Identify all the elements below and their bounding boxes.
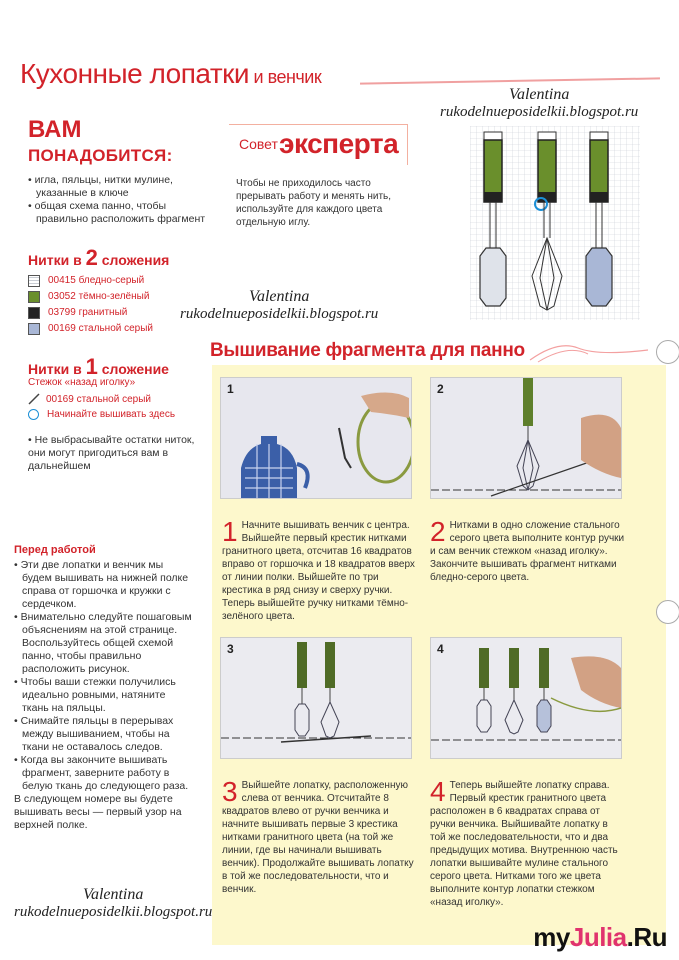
watermark-top [440, 86, 638, 121]
needs-title: ВАМ [28, 116, 82, 143]
step-3-photo [220, 637, 412, 759]
swatch-dark-green [28, 291, 40, 303]
start-marker-item: Начинайте вышивать здесь [28, 409, 175, 420]
list-item: • Снимайте пяльцы в перерывах между вышиванием, чтобы на ткани не оставалось следов. [14, 715, 174, 753]
list-item: • Чтобы ваши стежки получились идеально ровными, натяните ткань на пяльцы. [14, 676, 176, 714]
step-number: 4 [437, 642, 444, 656]
watermark-bottom [14, 886, 212, 921]
step-3-text: 3 Выйшейте лопатку, расположенную слева от венчика. Отсчитайте 8 квадратов влево от ручки венчика и начните вышивать первые 3 крестика нитками гранитного цвета (на той же линии, где вы начинали вышивать венчик). Продолжайте вышивать лопатку в той же последовательности, что и венчик. [222, 776, 414, 895]
step-2-text: 2 Нитками в одно сложение стального серого цвета выполните контур ручки и сам венчик стежком «назад иголку». Закончите вышивать фрагмент нитками бледно-серого цвета. [430, 516, 625, 583]
binder-hole [656, 600, 679, 624]
list-item: • Внимательно следуйте пошаговым объяснениям на этой странице. Воспользуйтесь общей схемой панно, чтобы правильно расположить рисунок. [14, 611, 192, 675]
expert-sovet: Совет [239, 136, 278, 152]
step-1-photo [220, 377, 412, 499]
steps-panel [212, 365, 666, 945]
title-main: Кухонные лопатки [20, 58, 250, 89]
page-title [20, 58, 321, 90]
watermark-url: rukodelnueposidelkii.blogspot.ru [180, 306, 379, 322]
threads2-legend [28, 273, 153, 337]
step-number: 1 [227, 382, 234, 396]
step-number: 3 [222, 776, 238, 807]
step-number: 2 [437, 382, 444, 396]
binder-hole [656, 340, 679, 364]
legend-item: 03799 гранитный [28, 305, 153, 321]
watermark-url: rukodelnueposidelkii.blogspot.ru [440, 104, 639, 120]
watermark-name: Valentina [508, 86, 570, 103]
leftover-note: • Не выбрасывайте остатки ниток, они могут пригодиться вам в дальнейшем [28, 434, 195, 472]
legend-item: 00169 стальной серый [28, 321, 153, 337]
step-2-photo [430, 377, 622, 499]
threads1-title: Нитки в 1 сложение [28, 354, 169, 379]
legend-item: 03052 тёмно-зелёный [28, 289, 153, 305]
needs-list [28, 174, 208, 226]
watermark-middle [180, 288, 378, 323]
watermark-url: rukodelnueposidelkii.blogspot.ru [14, 904, 213, 920]
list-item: • общая схема панно, чтобы правильно расположить фрагмент [28, 200, 206, 225]
list-item: • Эти две лопатки и венчик мы будем вышивать на нижней полке справа от горшочка и кружки с сердечком. [14, 559, 189, 610]
step-1-text: 1 Начните вышивать венчик с центра. Выйшейте первый крестик нитками гранитного цвета, отсчитав 16 квадратов вправо от горшочка и 18 квадратов вверх от линии полки. Выйшейте по три крестика в ряд снизу и сверху ручки. Теперь выйшейте ручку нитками тёмно-зелёного цвета. [222, 516, 415, 622]
threads2-title: Нитки в 2 сложения [28, 245, 170, 270]
needs-subtitle: ПОНАДОБИТСЯ: [28, 146, 173, 165]
step-number: 3 [227, 642, 234, 656]
site-logo: myJulia.Ru [533, 922, 667, 952]
backstitch-line-icon [28, 393, 40, 405]
swatch-granite [28, 307, 40, 319]
step-4-photo [430, 637, 622, 759]
backstitch-label: Стежок «назад иголку» [28, 377, 136, 388]
step-number: 1 [222, 516, 238, 547]
title-divider [360, 77, 660, 84]
watermark-name: Valentina [82, 886, 144, 903]
cross-stitch-chart [470, 126, 640, 320]
list-item: • Когда вы закончите вышивать фрагмент, заверните работу в белую ткань до следующего раза. [14, 754, 189, 792]
before-title: Перед работой [14, 544, 96, 556]
section-title: Вышивание фрагмента для панно [210, 340, 525, 361]
expert-heading: эксперта [279, 128, 399, 159]
expert-text: Чтобы не приходилось часто прерывать работу и менять нить, используйте для каждого цвета отдельную иглу. [236, 178, 392, 228]
step-4-text: 4 Теперь выйшейте лопатку справа. Первый крестик гранитного цвета расположен в 6 квадратах справа от ручки венчика. Выйшивайте лопатку в той же последовательности, что и два предыдущих мотива. Внутреннюю часть лопатки вышивайте мулине стального серого цвета. Нитками того же цвета выполните контур лопатки стежком «назад иголку». [430, 776, 618, 908]
list-item: • игла, пяльцы, нитки мулине, указанные в ключе [28, 174, 173, 199]
swatch-steel-grey [28, 323, 40, 335]
backstitch-item: 00169 стальной серый [28, 393, 151, 405]
legend-item: 00415 бледно-серый [28, 273, 153, 289]
watermark-name: Valentina [248, 288, 310, 305]
step-number: 2 [430, 516, 446, 547]
before-list [14, 559, 194, 832]
step-number: 4 [430, 776, 446, 807]
start-circle-icon [28, 409, 39, 420]
list-item: В следующем номере вы будете вышивать весы — первый узор на верхней полке. [14, 793, 182, 831]
section-title-flourish [528, 336, 676, 366]
title-small: и венчик [249, 67, 322, 87]
swatch-pale-grey [28, 275, 40, 287]
